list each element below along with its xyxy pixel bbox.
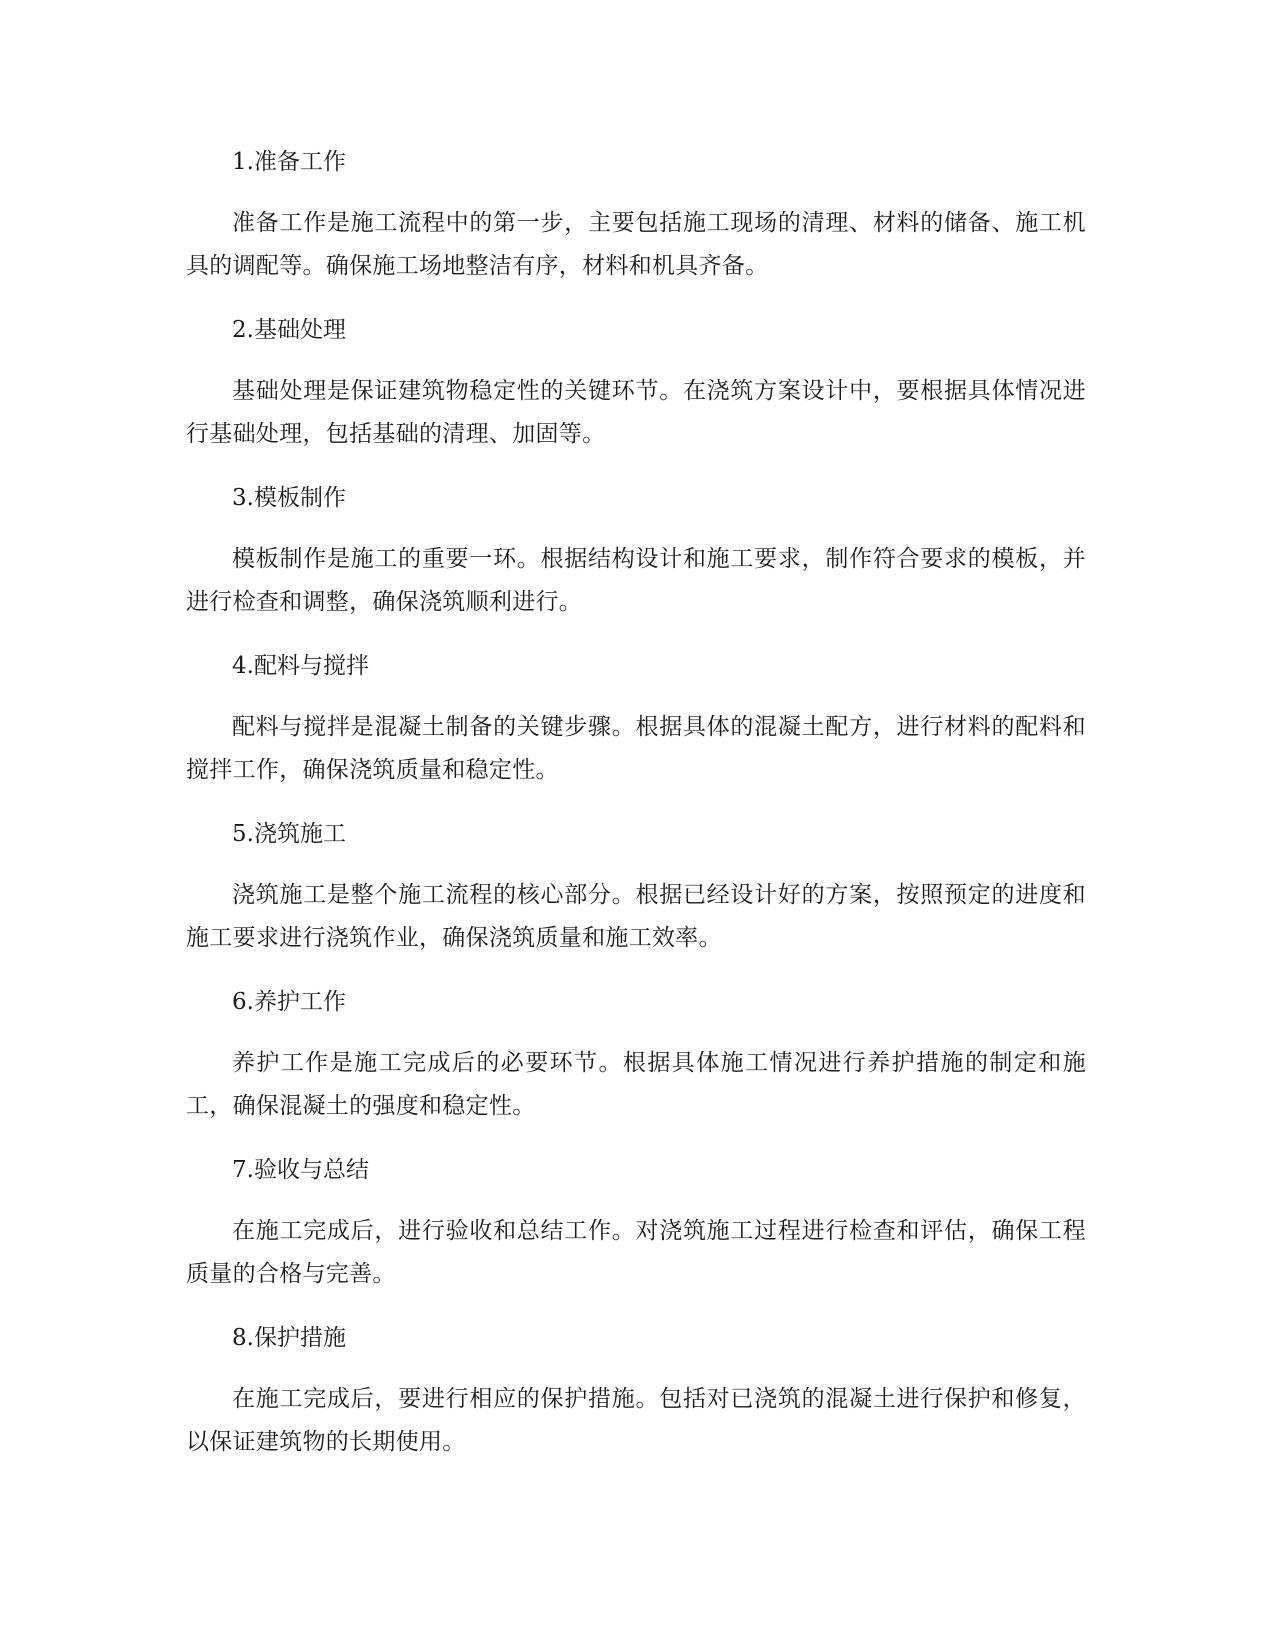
section-foundation [186,308,1086,456]
section-paragraph: 在施工完成后，要进行相应的保护措施。包括对已浇筑的混凝土进行保护和修复，以保证建筑物的长期使用。 [186,1386,1086,1455]
section-heading: 4.配料与搅拌 [232,653,369,679]
section-heading: 5.浇筑施工 [232,821,346,847]
section-paragraph: 模板制作是施工的重要一环。根据结构设计和施工要求，制作符合要求的模板，并进行检查和调整，确保浇筑顺利进行。 [186,546,1086,615]
section-paragraph: 基础处理是保证建筑物稳定性的关键环节。在浇筑方案设计中，要根据具体情况进行基础处理，包括基础的清理、加固等。 [186,378,1086,447]
section-acceptance [186,1148,1086,1296]
section-preparation [186,140,1086,288]
section-heading: 7.验收与总结 [232,1157,369,1183]
document-body [186,140,1086,1484]
section-paragraph: 养护工作是施工完成后的必要环节。根据具体施工情况进行养护措施的制定和施工，确保混凝土的强度和稳定性。 [186,1050,1086,1119]
section-protection [186,1316,1086,1464]
section-pouring [186,812,1086,960]
section-batching [186,644,1086,792]
section-heading: 2.基础处理 [232,317,346,343]
section-paragraph: 浇筑施工是整个施工流程的核心部分。根据已经设计好的方案，按照预定的进度和施工要求进行浇筑作业，确保浇筑质量和施工效率。 [186,882,1086,951]
section-heading: 3.模板制作 [232,485,346,511]
section-heading: 1.准备工作 [232,149,346,175]
section-formwork [186,476,1086,624]
section-paragraph: 配料与搅拌是混凝土制备的关键步骤。根据具体的混凝土配方，进行材料的配料和搅拌工作，确保浇筑质量和稳定性。 [186,714,1086,783]
section-paragraph: 在施工完成后，进行验收和总结工作。对浇筑施工过程进行检查和评估，确保工程质量的合格与完善。 [186,1218,1086,1287]
section-heading: 6.养护工作 [232,989,346,1015]
section-curing [186,980,1086,1128]
section-heading: 8.保护措施 [232,1325,346,1351]
section-paragraph: 准备工作是施工流程中的第一步，主要包括施工现场的清理、材料的储备、施工机具的调配等。确保施工场地整洁有序，材料和机具齐备。 [186,210,1086,279]
